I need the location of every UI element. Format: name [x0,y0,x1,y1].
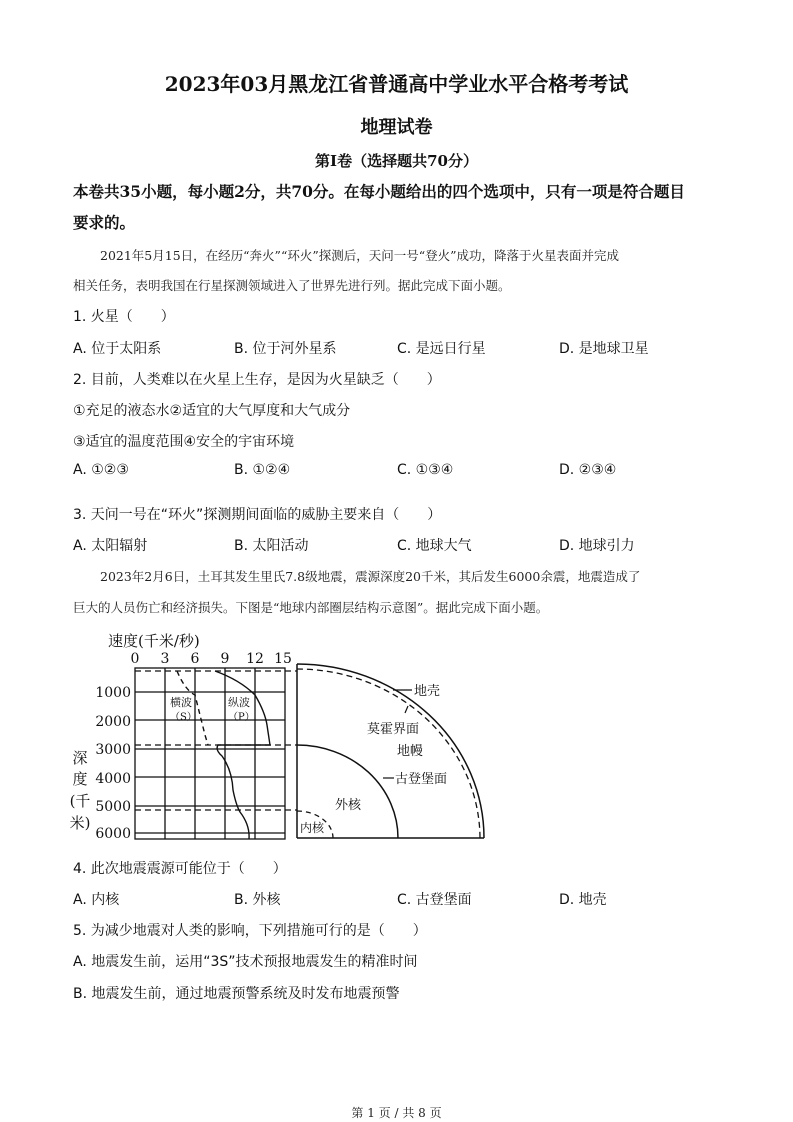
question-2-item-line-1: ①充足的液态水②适宜的大气厚度和大气成分 [73,403,351,419]
svg-text:0: 0 [130,651,140,667]
instructions-line-2: 要求的。 [73,213,136,232]
question-5-option-a[interactable]: A. 地震发生前，运用“3S”技术预报地震发生的精准时间 [73,954,418,970]
question-4-stem: 4. 此次地震震源可能位于（ ） [73,861,287,877]
section-heading: 第I卷（选择题共70分） [315,152,478,170]
question-2-option-d[interactable]: D. ②③④ [559,462,617,478]
label-mantle: 地幔 [397,744,424,759]
svg-text:4000: 4000 [95,771,131,787]
page-footer: 第 1 页 / 共 8 页 [351,1106,442,1120]
question-4-option-b[interactable]: B. 外核 [234,892,281,908]
svg-text:12: 12 [246,651,264,667]
svg-text:9: 9 [220,651,230,667]
question-2-item-line-2: ③适宜的温度范围④安全的宇宙环境 [73,434,295,450]
exam-subtitle: 地理试卷 [360,117,433,138]
svg-text:3000: 3000 [95,742,131,758]
passage-2-line-1: 2023年2月6日，土耳其发生里氏7.8级地震，震源深度20千米，其后发生6000余震，地震造成了 [100,569,641,584]
s-wave-label: 横波 [170,696,192,709]
label-moho: 莫霍界面 [367,722,420,737]
question-1-option-d[interactable]: D. 是地球卫星 [559,341,649,357]
svg-text:5000: 5000 [95,799,131,815]
question-2-option-a[interactable]: A. ①②③ [73,462,129,478]
p-wave-label: 纵波 [228,696,250,709]
svg-text:15: 15 [274,651,292,667]
question-4-option-c[interactable]: C. 古登堡面 [397,892,472,908]
label-outer-core: 外核 [335,798,362,813]
svg-text:度: 度 [72,770,88,788]
svg-text:2000: 2000 [95,714,131,730]
x-axis-title: 速度(千米/秒) [108,632,200,650]
question-4-option-a[interactable]: A. 内核 [73,892,120,908]
passage-2-line-2: 巨大的人员伤亡和经济损失。下图是“地球内部圈层结构示意图”。据此完成下面小题。 [73,600,549,615]
question-3-option-d[interactable]: D. 地球引力 [559,538,635,554]
question-5-stem: 5. 为减少地震对人类的影响，下列措施可行的是（ ） [73,923,427,939]
p-wave-sub: （P） [228,712,255,723]
question-2-option-b[interactable]: B. ①②④ [234,462,291,478]
exam-title: 2023年03月黑龙江省普通高中学业水平合格考考试 [164,72,629,96]
question-3-option-b[interactable]: B. 太阳活动 [234,538,309,554]
svg-text:6000: 6000 [95,826,131,842]
svg-text:(千: (千 [69,792,91,810]
svg-text:6: 6 [190,651,200,667]
question-2-stem: 2. 目前，人类难以在火星上生存，是因为火星缺乏（ ） [73,372,441,388]
question-5-option-b[interactable]: B. 地震发生前，通过地震预警系统及时发布地震预警 [73,986,400,1002]
label-crust: 地壳 [414,684,441,699]
question-1-option-b[interactable]: B. 位于河外星系 [234,341,337,357]
svg-text:1000: 1000 [95,685,131,701]
y-axis-title [70,749,91,832]
question-1-option-a[interactable]: A. 位于太阳系 [73,341,162,357]
question-1-option-c[interactable]: C. 是远日行星 [397,341,486,357]
x-axis-ticks [131,651,292,667]
question-3-stem: 3. 天问一号在“环火”探测期间面临的威胁主要来自（ ） [73,507,442,523]
svg-text:深: 深 [72,749,88,767]
y-axis-ticks [95,685,131,842]
svg-text:3: 3 [160,651,170,667]
label-gutenberg: 古登堡面 [395,772,448,787]
chart-grid [135,668,285,839]
passage-1-line-2: 相关任务，表明我国在行星探测领域进入了世界先进行列。据此完成下面小题。 [73,278,511,293]
question-3-option-c[interactable]: C. 地球大气 [397,538,472,554]
question-3-option-a[interactable]: A. 太阳辐射 [73,538,148,554]
question-2-option-c[interactable]: C. ①③④ [397,462,454,478]
svg-text:米): 米) [69,814,91,832]
earth-section [297,664,484,838]
instructions-line-1: 本卷共35小题，每小题2分，共70分。在每小题给出的四个选项中，只有一项是符合题目 [73,182,685,201]
question-4-option-d[interactable]: D. 地壳 [559,892,607,908]
question-1-stem: 1. 火星（ ） [73,309,175,325]
s-wave-sub: （S） [170,712,197,723]
moho-line [297,669,480,838]
label-inner-core: 内核 [300,821,325,835]
passage-1-line-1: 2021年5月15日，在经历“奔火”“环火”探测后，天问一号“登火”成功，降落于火星表面并完成 [100,248,620,263]
